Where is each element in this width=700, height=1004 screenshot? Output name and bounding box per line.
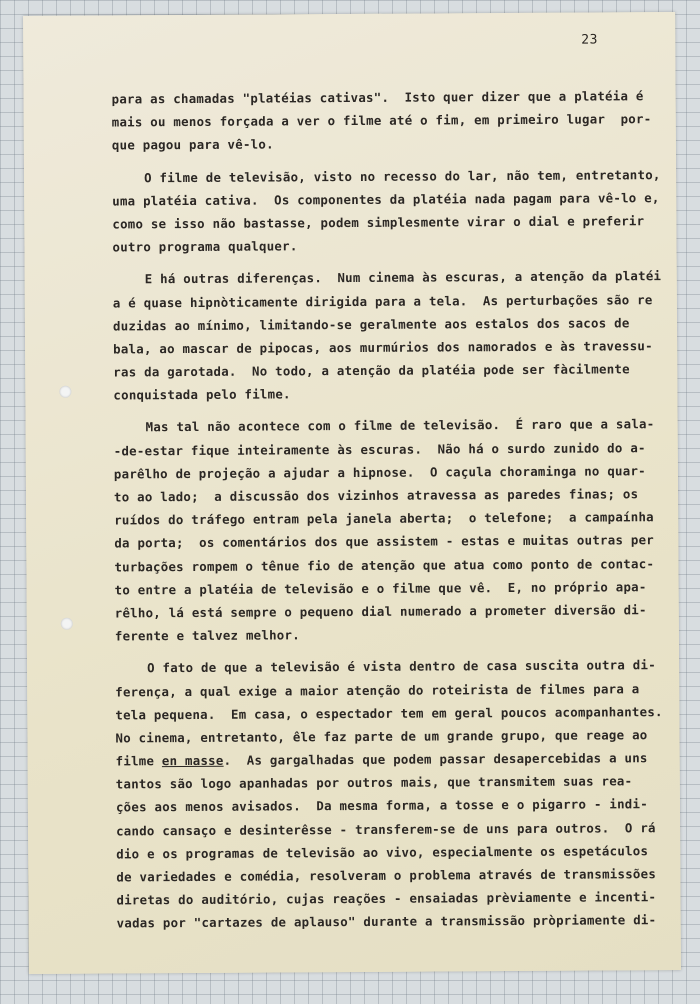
- text-line: O filme de televisão, visto no recesso do lar, não tem, entretanto,: [144, 166, 661, 185]
- text-line: ferença, a qual exige a maior atenção do roteirista de filmes para a: [115, 680, 640, 699]
- page-number: 23: [581, 32, 598, 48]
- text-line: de variedades e comédia, resolveram o problema através de transmissões: [116, 866, 657, 885]
- text-line: tela pequena. Em casa, o espectador tem em geral poucos acompanhantes.: [115, 703, 663, 723]
- punch-hole: [61, 618, 73, 630]
- text-line: -de-estar fique inteiramente às escuras. Não há o surdo zunido do a-: [113, 439, 646, 459]
- text-line: to entre a platéia de televisão e o filme que vê. E, no próprio apa-: [114, 578, 647, 598]
- text-line: rêlho, lá está sempre o pequeno dial numerado a prometer diversão di-: [114, 602, 647, 621]
- text-line: a é quase hipnòticamente dirigida para a tela. As perturbações são re: [112, 291, 653, 310]
- text-line: da porta; os comentários dos que assistem - estas e muitas outras per: [114, 532, 655, 551]
- text-line: Mas tal não acontece com o filme de televisão. É raro que a sala-: [145, 416, 655, 435]
- text-line: ras da garotada. No todo, a atenção da platéia pode ser fàcilmente: [113, 361, 630, 380]
- paragraph: [112, 163, 673, 259]
- text-span: filme: [115, 753, 162, 769]
- text-line: turbações rompem o tênue fio de atenção que atua como ponto de contac-: [114, 555, 655, 575]
- body-text: [112, 84, 677, 935]
- paragraph: [114, 412, 675, 647]
- text-line: que pagou para vê-lo.: [111, 136, 274, 153]
- text-line: dio e os programas de televisão ao vivo, especialmente os espetáculos: [116, 843, 649, 862]
- text-line: parêlho de projeção a ajudar a hipnose. O caçula choraminga no quar-: [113, 463, 646, 482]
- underlined-phrase: en masse: [161, 752, 224, 769]
- text-line: cando cansaço e desinterêsse - transferem-se de uns para outros. O rá: [116, 819, 656, 839]
- text-line: [116, 746, 676, 773]
- punch-hole: [59, 386, 71, 398]
- text-line: tantos são logo apanhadas por outros mais, que transmitem suas rea-: [115, 773, 633, 792]
- paragraph: [113, 264, 674, 407]
- text-line: conquistada pelo filme.: [113, 386, 291, 403]
- paragraph: [115, 653, 677, 935]
- text-span: . As gargalhadas que podem passar desapercebidas a uns: [223, 750, 648, 768]
- text-line: como se isso não bastasse, podem simplesmente virar o dial e preferir: [112, 213, 645, 232]
- text-line: para as chamadas "platéias cativas". Isto quer dizer que a platéia é: [111, 88, 644, 107]
- typewritten-page: [23, 12, 681, 974]
- text-line: to ao lado; a discussão dos vizinhos atravessa as paredes finas; os: [113, 486, 639, 505]
- text-line: uma platéia cativa. Os componentes da platéia nada pagam para vê-lo e,: [112, 189, 660, 209]
- text-line: duzidas ao mínimo, limitando-se geralmente aos estalos dos sacos de: [112, 314, 630, 334]
- text-line: ferente e talvez melhor.: [114, 627, 300, 644]
- text-line: O fato de que a televisão é vista dentro de casa suscita outra di-: [147, 657, 656, 676]
- text-line: diretas do auditório, cujas reações - ensaiadas prèviamente e incenti-: [116, 889, 657, 908]
- text-line: bala, ao mascar de pipocas, aos murmúrios dos namorados e às travessu-: [113, 338, 653, 357]
- text-line: outro programa qualquer.: [112, 238, 298, 255]
- text-line: E há outras diferenças. Num cinema às escuras, a atenção da platéi: [144, 268, 662, 287]
- paragraph: [112, 84, 672, 157]
- text-line: ções aos menos avisados. Da mesma forma, a tosse e o pigarro - indi-: [115, 796, 648, 815]
- text-line: No cinema, entretanto, êle faz parte de um grande grupo, que reage ao: [115, 727, 648, 746]
- text-line: ruídos do tráfego entram pela janela aberta; o telefone; a campaínha: [114, 509, 654, 528]
- text-line: vadas por "cartazes de aplauso" durante a transmissão pròpriamente di-: [116, 912, 657, 931]
- text-line: mais ou menos forçada a ver o filme até o fim, em primeiro lugar por-: [111, 111, 652, 130]
